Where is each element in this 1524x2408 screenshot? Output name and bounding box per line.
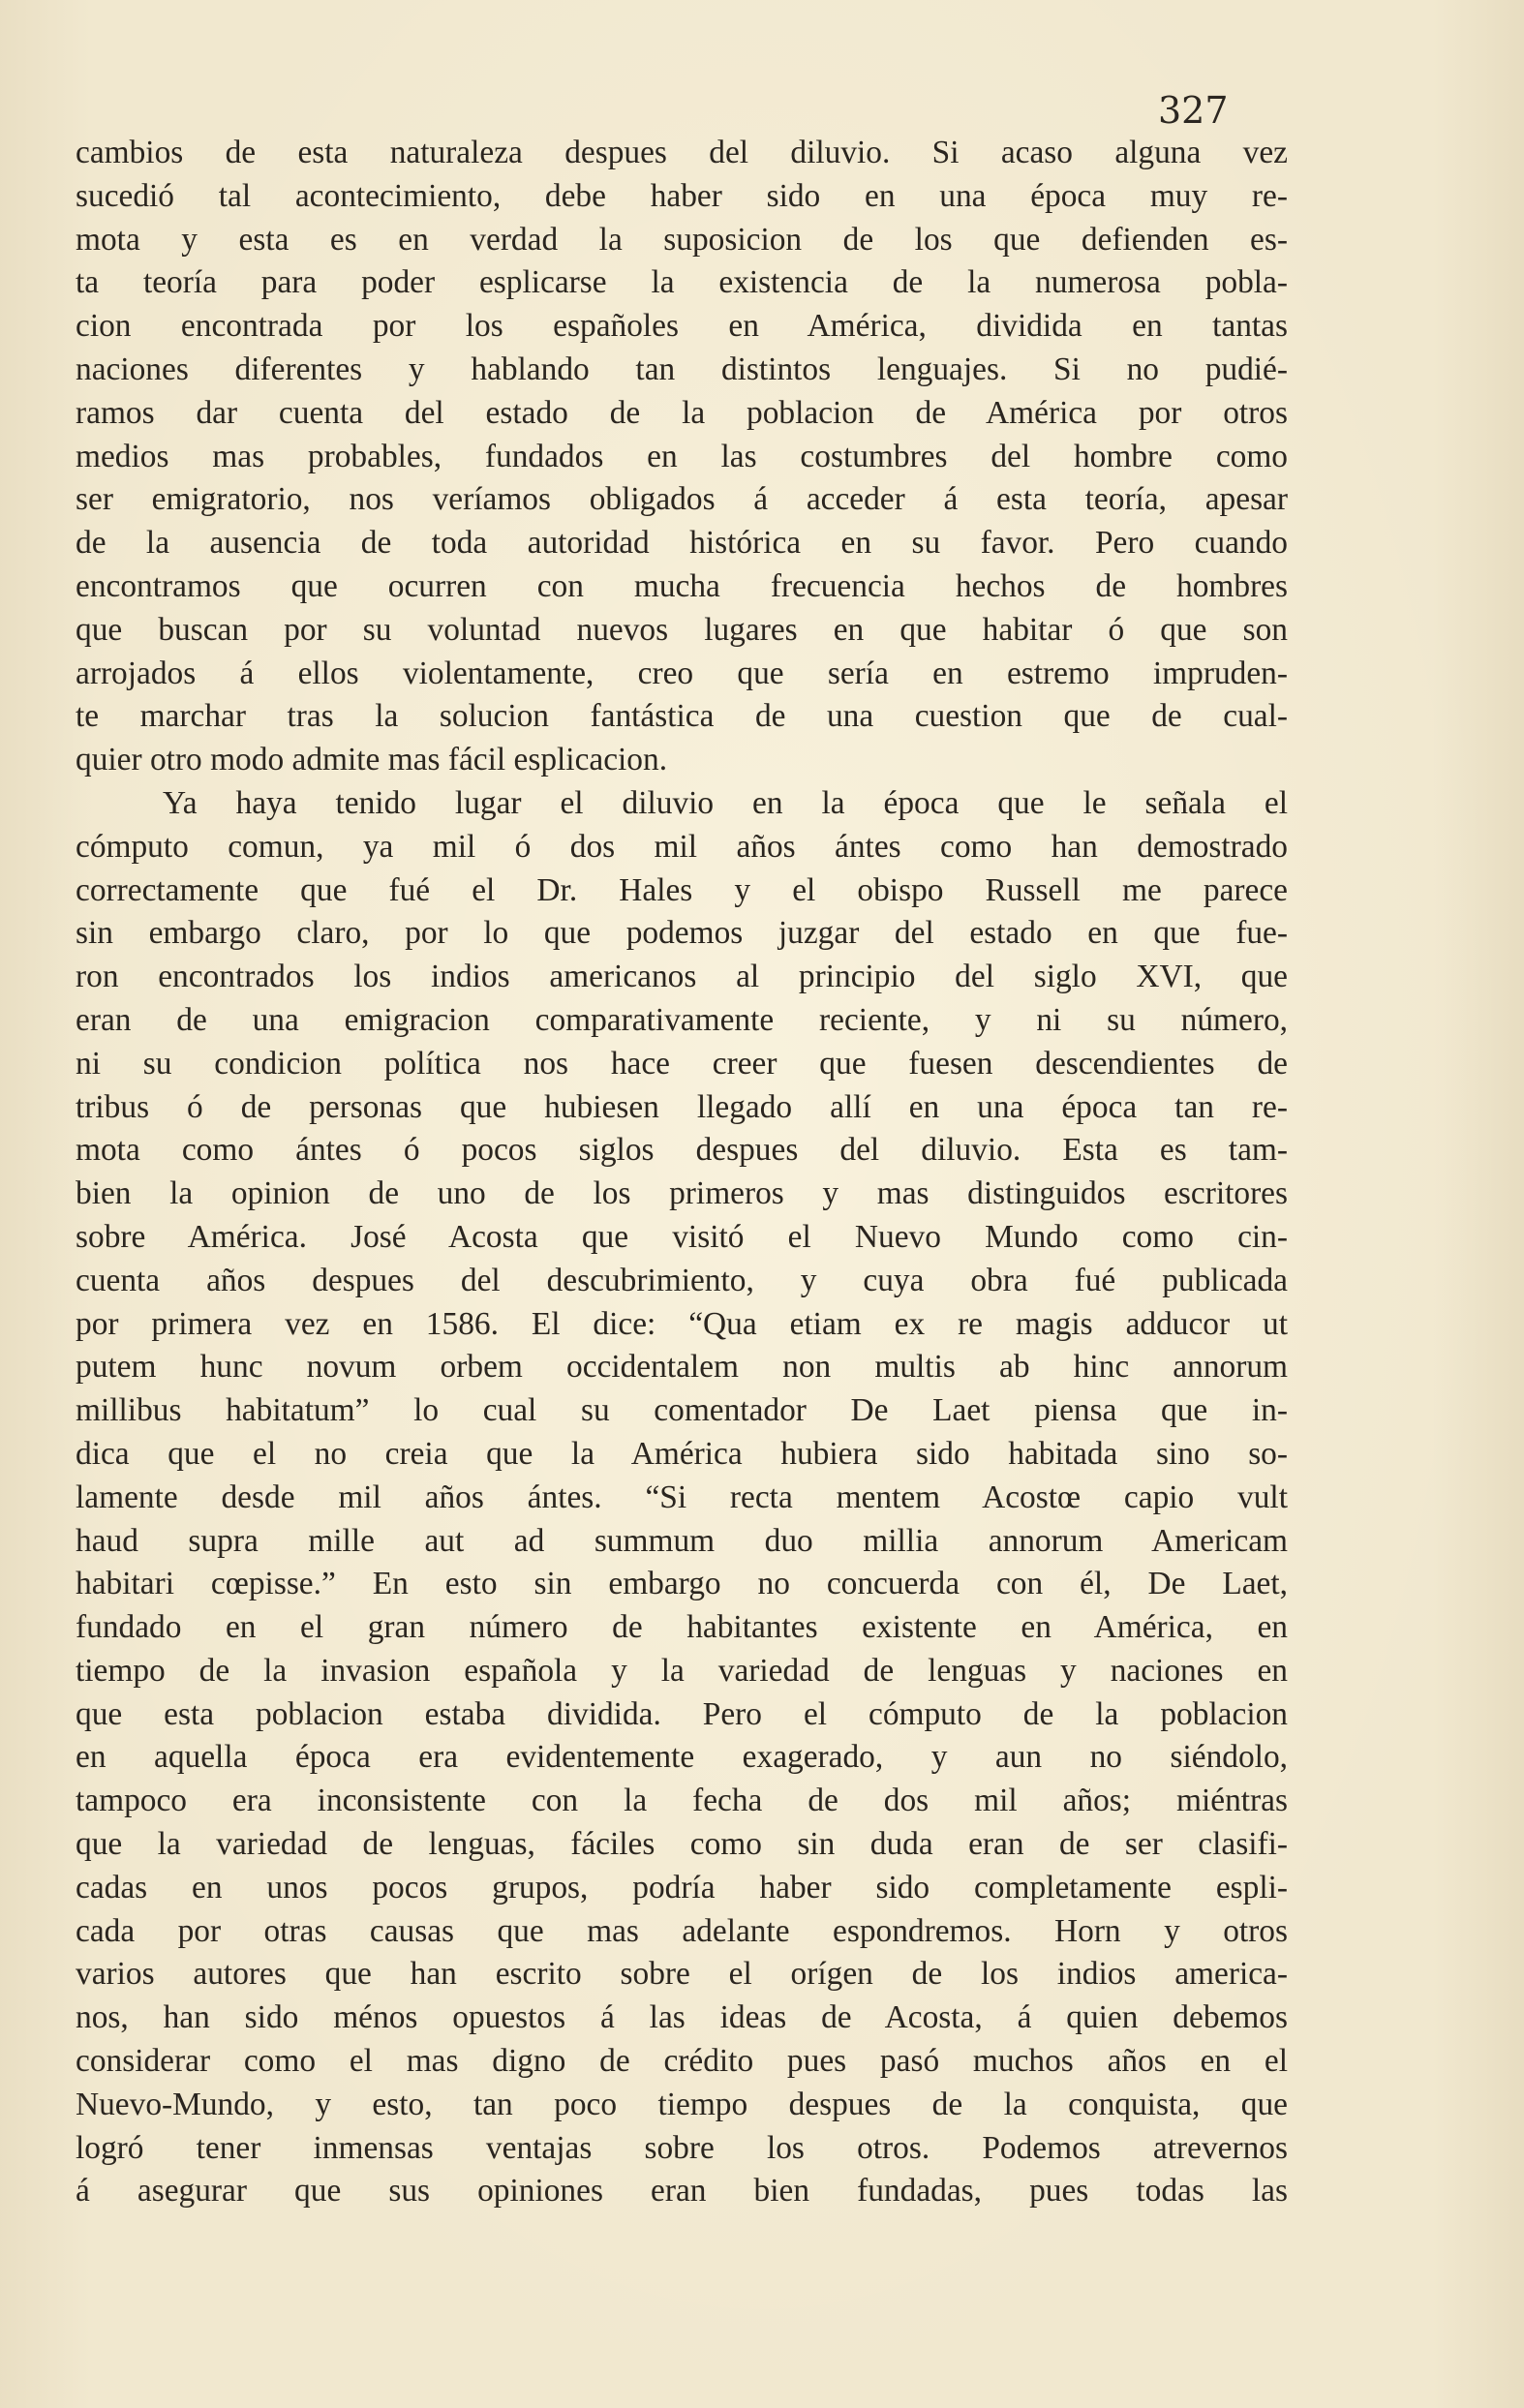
text-line: ramos dar cuenta del estado de la poblacion de América por otros — [76, 394, 1288, 431]
text-line: cambios de esta naturaleza despues del diluvio. Si acaso alguna vez — [76, 135, 1288, 170]
text-line: naciones diferentes y hablando tan distintos lenguajes. Si no pudié- — [76, 351, 1288, 387]
text-line: te marchar tras la solucion fantástica de una cuestion que de cual- — [76, 698, 1288, 735]
text-line: logró tener inmensas ventajas sobre los otros. Podemos atrevernos — [76, 2129, 1288, 2166]
text-line: cadas en unos pocos grupos, podría haber sido completamente espli- — [76, 1869, 1288, 1905]
text-line: cada por otras causas que mas adelante espondremos. Horn y otros — [76, 1912, 1288, 1949]
text-line: Nuevo-Mundo, y esto, tan poco tiempo despues de la conquista, que — [76, 2086, 1288, 2122]
text-line: que esta poblacion estaba dividida. Pero el cómputo de la poblacion — [76, 1695, 1288, 1732]
text-line: en aquella época era evidentemente exagerado, y aun no siéndolo, — [76, 1739, 1288, 1776]
text-line: ron encontrados los indios americanos al principio del siglo XVI, que — [76, 959, 1288, 995]
text-line: mota como ántes ó pocos siglos despues del diluvio. Esta es tam- — [76, 1132, 1288, 1169]
text-line: eran de una emigracion comparativamente reciente, y ni su número, — [76, 1001, 1288, 1038]
text-line: mota y esta es en verdad la suposicion de los que defienden es- — [76, 221, 1288, 258]
text-line: nos, han sido ménos opuestos á las ideas de Acosta, á quien debemos — [76, 1999, 1288, 2036]
text-line: tampoco era inconsistente con la fecha de dos mil años; miéntras — [76, 1783, 1288, 1819]
text-line: quier otro modo admite mas fácil esplicacion. — [76, 742, 668, 778]
text-line: ta teoría para poder esplicarse la existencia de la numerosa pobla- — [76, 264, 1288, 301]
text-line: tiempo de la invasion española y la variedad de lenguas y naciones en — [76, 1652, 1288, 1689]
text-line: habitari cœpisse.” En esto sin embargo no concuerda con él, De Laet, — [76, 1566, 1288, 1602]
text-line: arrojados á ellos violentamente, creo que sería en estremo impruden- — [76, 655, 1288, 691]
text-line: cion encontrada por los españoles en América, dividida en tantas — [76, 308, 1288, 345]
text-line: ser emigratorio, nos veríamos obligados á acceder á esta teoría, apesar — [76, 481, 1288, 518]
text-line: por primera vez en 1586. El dice: “Qua etiam ex re magis adducor ut — [76, 1305, 1288, 1342]
text-line: fundado en el gran número de habitantes existente en América, en — [76, 1609, 1288, 1646]
text-line: sucedió tal acontecimiento, debe haber sido en una época muy re- — [76, 177, 1288, 214]
text-line: lamente desde mil años ántes. “Si recta mentem Acostœ capio vult — [76, 1478, 1288, 1515]
body-text — [76, 132, 1288, 2213]
text-line: putem hunc novum orbem occidentalem non multis ab hinc annorum — [76, 1349, 1288, 1386]
text-line: tribus ó de personas que hubiesen llegado allí en una época tan re- — [76, 1088, 1288, 1125]
text-line: millibus habitatum” lo cual su comentador De Laet piensa que in- — [76, 1392, 1288, 1429]
text-line: á asegurar que sus opiniones eran bien fundadas, pues todas las — [76, 2173, 1288, 2210]
text-line: sobre América. José Acosta que visitó el Nuevo Mundo como cin- — [76, 1218, 1288, 1255]
text-line: que la variedad de lenguas, fáciles como sin duda eran de ser clasifi- — [76, 1826, 1288, 1863]
text-line: encontramos que ocurren con mucha frecuencia hechos de hombres — [76, 567, 1288, 604]
text-line: sin embargo claro, por lo que podemos juzgar del estado en que fue- — [76, 915, 1288, 952]
text-line: medios mas probables, fundados en las costumbres del hombre como — [76, 438, 1288, 474]
text-line: Ya haya tenido lugar el diluvio en la época que le señala el — [163, 784, 1288, 821]
text-line: cuenta años despues del descubrimiento, y cuya obra fué publicada — [76, 1262, 1288, 1298]
text-line: correctamente que fué el Dr. Hales y el obispo Russell me parece — [76, 871, 1288, 908]
page-number: 327 — [1158, 89, 1229, 132]
text-line: haud supra mille aut ad summum duo millia annorum Americam — [76, 1522, 1288, 1559]
text-line: considerar como el mas digno de crédito pues pasó muchos años en el — [76, 2043, 1288, 2080]
text-line: dica que el no creia que la América hubiera sido habitada sino so- — [76, 1435, 1288, 1472]
text-line: de la ausencia de toda autoridad histórica en su favor. Pero cuando — [76, 525, 1288, 562]
text-line: ni su condicion política nos hace creer que fuesen descendientes de — [76, 1045, 1288, 1082]
text-line: varios autores que han escrito sobre el orígen de los indios america- — [76, 1956, 1288, 1993]
text-line: que buscan por su voluntad nuevos lugares en que habitar ó que son — [76, 611, 1288, 648]
text-line: cómputo comun, ya mil ó dos mil años ántes como han demostrado — [76, 828, 1288, 865]
text-line: bien la opinion de uno de los primeros y mas distinguidos escritores — [76, 1175, 1288, 1212]
